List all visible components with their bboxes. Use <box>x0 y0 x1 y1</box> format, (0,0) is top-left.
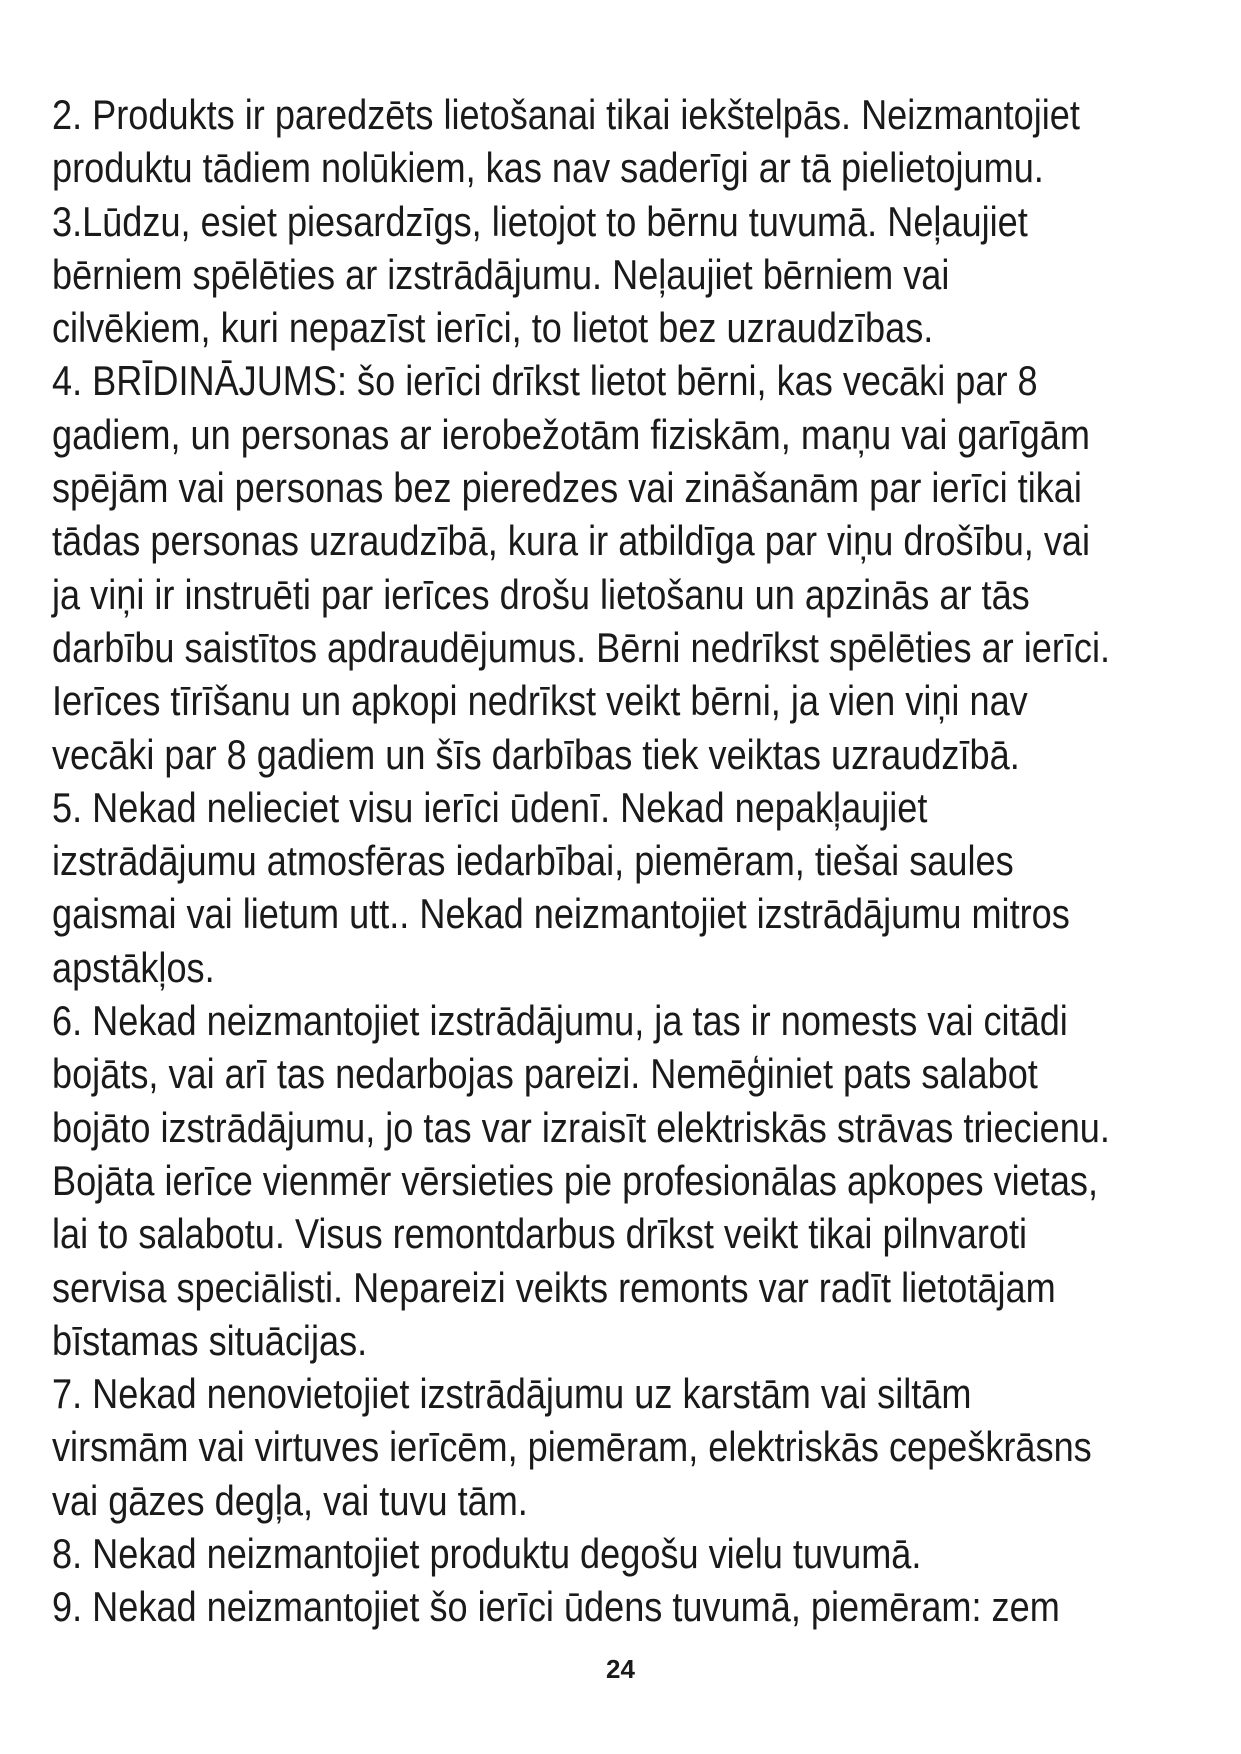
instruction-item-3 <box>52 195 1202 355</box>
text-line: gaismai vai lietum utt.. Nekad neizmantojiet izstrādājumu mitros <box>52 890 1070 938</box>
text-line: 7. Nekad nenovietojiet izstrādājumu uz karstām vai siltām <box>52 1370 972 1418</box>
instruction-item-2 <box>52 88 1202 195</box>
text-line: bojāts, vai arī tas nedarbojas pareizi. Nemēģiniet pats salabot <box>52 1050 1038 1098</box>
page-number: 24 <box>606 1654 635 1684</box>
text-line: 3.Lūdzu, esiet piesardzīgs, lietojot to bērnu tuvumā. Neļaujiet <box>52 197 1028 245</box>
text-line: izstrādājumu atmosfēras iedarbībai, piemēram, tiešai saules <box>52 837 1014 885</box>
text-line: bojāto izstrādājumu, jo tas var izraisīt elektriskās strāvas triecienu. <box>52 1103 1110 1151</box>
text-line: vecāki par 8 gadiem un šīs darbības tiek veiktas uzraudzībā. <box>52 730 1020 778</box>
safety-instructions-text <box>52 88 1202 1634</box>
text-line: 2. Produkts ir paredzēts lietošanai tikai iekštelpās. Neizmantojiet <box>52 91 1080 138</box>
text-line: 9. Nekad neizmantojiet šo ierīci ūdens tuvumā, piemēram: zem <box>52 1583 1060 1631</box>
text-line: gadiem, un personas ar ierobežotām fiziskām, maņu vai garīgām <box>52 410 1090 458</box>
instruction-item-5 <box>52 781 1202 994</box>
text-line: ja viņi ir instruēti par ierīces drošu lietošanu un apzinās ar tās <box>52 570 1030 618</box>
instruction-item-4-warning <box>52 354 1202 780</box>
text-line: apstākļos. <box>52 943 215 991</box>
text-line: 5. Nekad nelieciet visu ierīci ūdenī. Nekad nepakļaujiet <box>52 783 928 831</box>
text-line: bērniem spēlēties ar izstrādājumu. Neļaujiet bērniem vai <box>52 250 950 298</box>
text-line: cilvēkiem, kuri nepazīst ierīci, to lietot bez uzraudzības. <box>52 304 934 352</box>
text-line: spējām vai personas bez pieredzes vai zināšanām par ierīci tikai <box>52 464 1082 512</box>
text-line: bīstamas situācijas. <box>52 1316 368 1364</box>
text-line: servisa speciālisti. Nepareizi veikts remonts var radīt lietotājam <box>52 1263 1056 1311</box>
text-line: 4. BRĪDINĀJUMS: šo ierīci drīkst lietot bērni, kas vecāki par 8 <box>52 357 1038 405</box>
instruction-item-7 <box>52 1367 1202 1527</box>
text-line: Ierīces tīrīšanu un apkopi nedrīkst veikt bērni, ja vien viņi nav <box>52 677 1028 725</box>
text-line: darbību saistītos apdraudējumus. Bērni nedrīkst spēlēties ar ierīci. <box>52 623 1111 671</box>
instruction-item-6 <box>52 994 1202 1367</box>
text-line: tādas personas uzraudzībā, kura ir atbildīga par viņu drošību, vai <box>52 517 1091 565</box>
text-line: 6. Nekad neizmantojiet izstrādājumu, ja tas ir nomests vai citādi <box>52 997 1068 1045</box>
text-line: 8. Nekad neizmantojiet produktu degošu vielu tuvumā. <box>52 1530 922 1578</box>
instruction-item-9 <box>52 1580 1202 1633</box>
text-line: produktu tādiem nolūkiem, kas nav saderīgi ar tā pielietojumu. <box>52 144 1044 192</box>
instruction-item-8 <box>52 1527 1202 1580</box>
text-line: vai gāzes degļa, vai tuvu tām. <box>52 1476 528 1524</box>
text-line: Bojāta ierīce vienmēr vērsieties pie profesionālas apkopes vietas, <box>52 1156 1099 1204</box>
text-line: virsmām vai virtuves ierīcēm, piemēram, elektriskās cepeškrāsns <box>52 1423 1092 1471</box>
text-line: lai to salabotu. Visus remontdarbus drīkst veikt tikai pilnvaroti <box>52 1210 1028 1258</box>
